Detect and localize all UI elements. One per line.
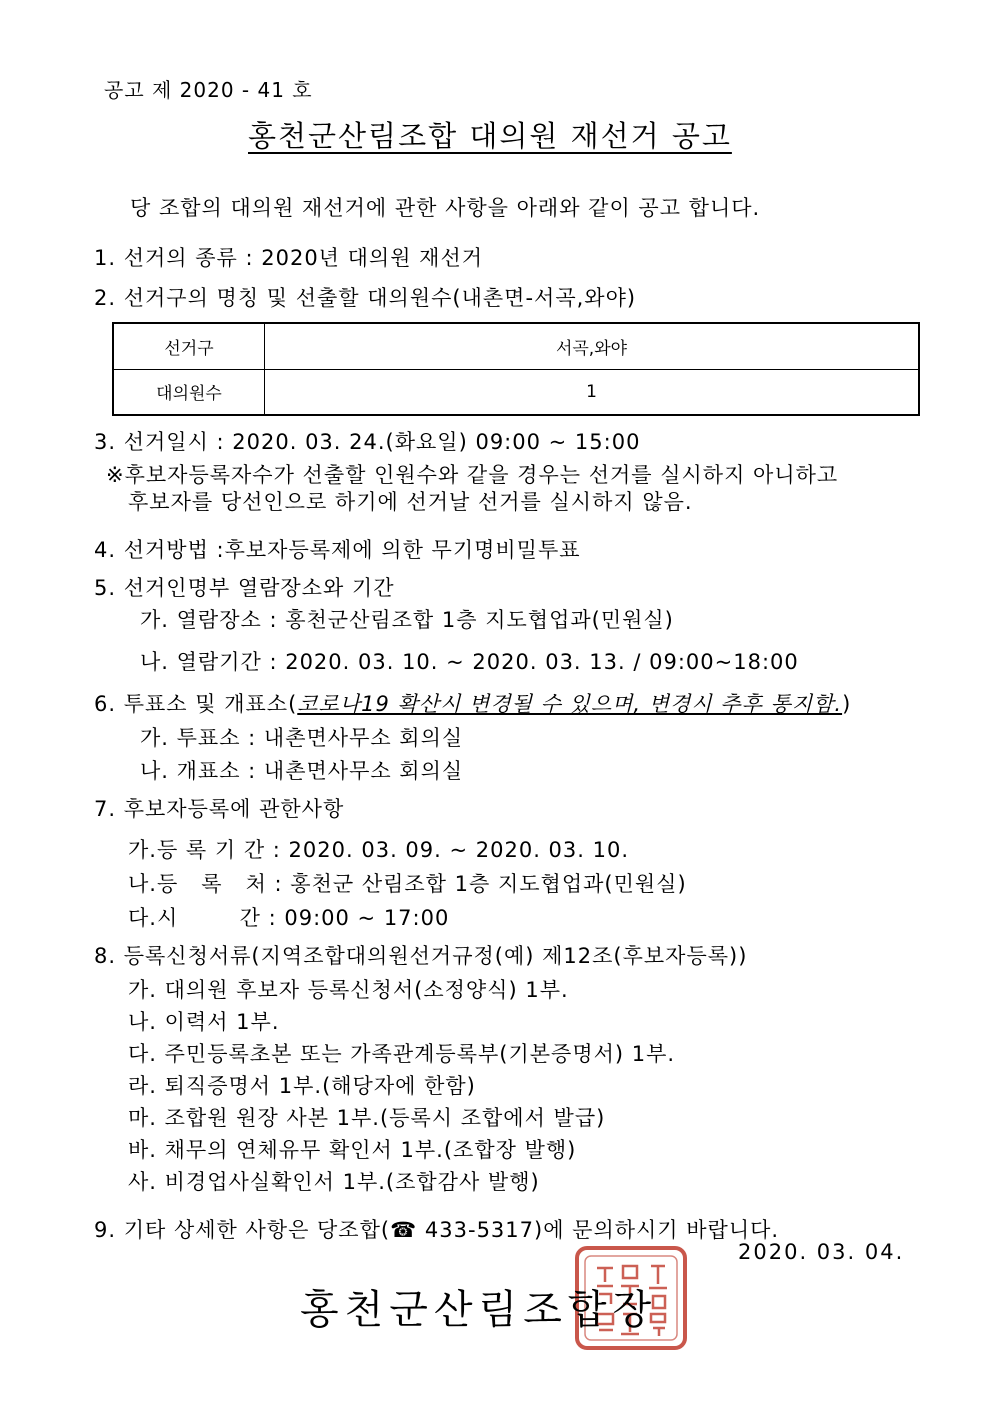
page-title: 홍천군산림조합 대의원 재선거 공고 bbox=[248, 119, 732, 153]
list-item: 나. 이력서 1부. bbox=[128, 1010, 280, 1034]
table-cell-header: 대의원수 bbox=[113, 369, 265, 415]
item-7-b: 나.등 록 처 : 홍천군 산림조합 1층 지도협업과(민원실) bbox=[128, 872, 687, 896]
item-6-suffix: ) bbox=[842, 692, 852, 716]
list-item: 가. 대의원 후보자 등록신청서(소정양식) 1부. bbox=[128, 978, 569, 1002]
table-cell-value: 1 bbox=[265, 369, 920, 415]
table-row bbox=[113, 369, 919, 415]
notice-number: 공고 제 2020 - 41 호 bbox=[104, 78, 313, 102]
item-5-b: 나. 열람기간 : 2020. 03. 10. ~ 2020. 03. 13. / 09:00~18:00 bbox=[140, 650, 799, 674]
list-item: 마. 조합원 원장 사본 1부.(등록시 조합에서 발급) bbox=[128, 1106, 606, 1130]
item-7-a: 가.등 록 기 간 : 2020. 03. 09. ~ 2020. 03. 10. bbox=[128, 838, 630, 862]
item-6 bbox=[94, 688, 851, 718]
item-6-a: 가. 투표소 : 내촌면사무소 회의실 bbox=[140, 726, 464, 750]
item-7: 7. 후보자등록에 관한사항 bbox=[94, 797, 345, 821]
item-3-note-line1: ※후보자등록자수가 선출할 인원수와 같을 경우는 선거를 실시하지 아니하고 bbox=[106, 463, 839, 487]
item-8: 8. 등록신청서류(지역조합대의원선거규정(예) 제12조(후보자등록)) bbox=[94, 944, 748, 968]
item-5: 5. 선거인명부 열람장소와 기간 bbox=[94, 576, 395, 600]
intro-text: 당 조합의 대의원 재선거에 관한 사항을 아래와 같이 공고 합니다. bbox=[130, 196, 761, 220]
item-3-note-line2: 후보자를 당선인으로 하기에 선거날 선거를 실시하지 않음. bbox=[128, 490, 693, 514]
item-5-a: 가. 열람장소 : 홍천군산림조합 1층 지도협업과(민원실) bbox=[140, 608, 674, 632]
item-3: 3. 선거일시 : 2020. 03. 24.(화요일) 09:00 ~ 15:00 bbox=[94, 430, 641, 454]
table-cell-header: 선거구 bbox=[113, 323, 265, 369]
list-item: 다. 주민등록초본 또는 가족관계등록부(기본증명서) 1부. bbox=[128, 1042, 676, 1066]
issuer-name: 홍천군산림조합장 bbox=[300, 1287, 658, 1333]
item-7-c: 다.시 간 : 09:00 ~ 17:00 bbox=[128, 906, 450, 930]
notice-date: 2020. 03. 04. bbox=[738, 1240, 905, 1264]
list-item: 사. 비경업사실확인서 1부.(조합감사 발행) bbox=[128, 1170, 540, 1194]
list-item: 바. 채무의 연체유무 확인서 1부.(조합장 발행) bbox=[128, 1138, 577, 1162]
item-6-note: 코로나19 확산시 변경될 수 있으며, 변경시 추후 통지함. bbox=[297, 692, 843, 716]
item-1: 1. 선거의 종류 : 2020년 대의원 재선거 bbox=[94, 246, 484, 270]
list-item: 라. 퇴직증명서 1부.(해당자에 한함) bbox=[128, 1074, 476, 1098]
item-6-b: 나. 개표소 : 내촌면사무소 회의실 bbox=[140, 759, 464, 783]
district-table bbox=[112, 322, 920, 416]
table-cell-value: 서곡,와야 bbox=[265, 323, 920, 369]
item-2: 2. 선거구의 명칭 및 선출할 대의원수(내촌면-서곡,와야) bbox=[94, 286, 637, 310]
table-row bbox=[113, 323, 919, 369]
item-6-prefix: 6. 투표소 및 개표소( bbox=[94, 692, 298, 716]
item-9: 9. 기타 상세한 사항은 당조합(☎ 433-5317)에 문의하시기 바랍니다. bbox=[94, 1218, 780, 1242]
item-4: 4. 선거방법 :후보자등록제에 의한 무기명비밀투표 bbox=[94, 538, 581, 562]
